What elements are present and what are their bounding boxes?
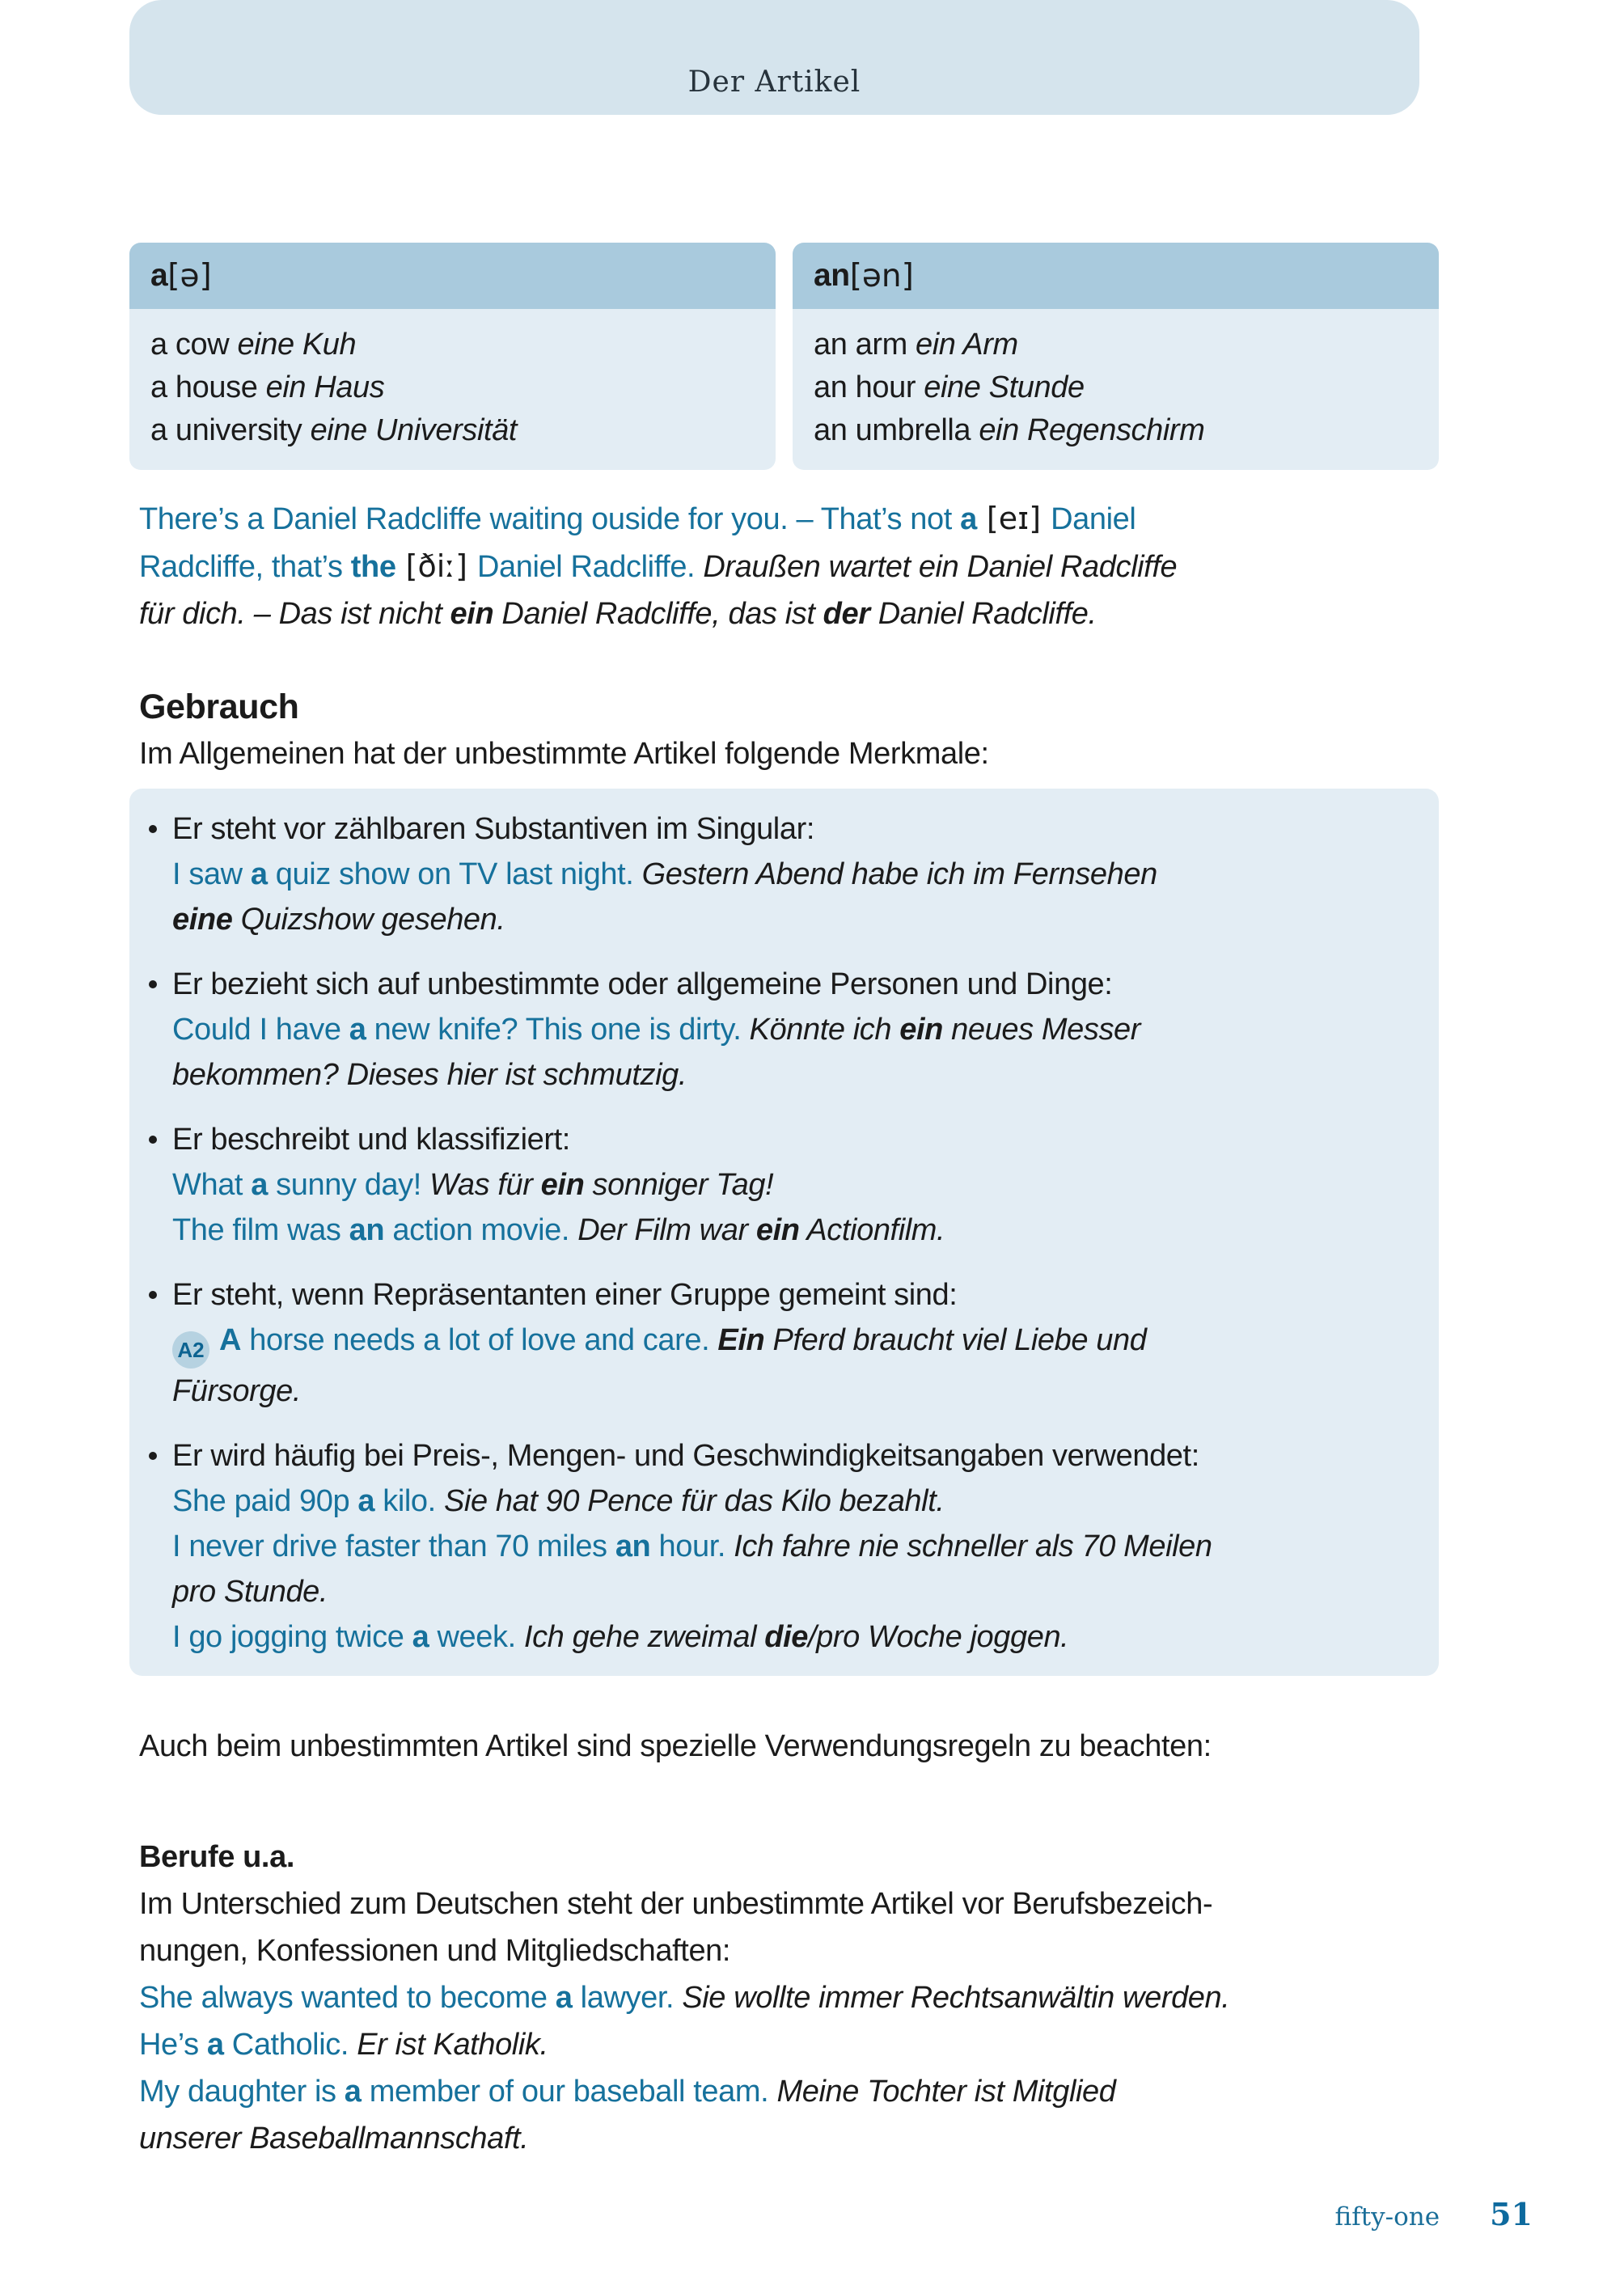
text-segment-en: quiz show on TV last night. (267, 857, 642, 891)
text-segment-deb: ein (755, 1213, 800, 1247)
vocab-row (150, 366, 755, 409)
text-segment-en: I saw (172, 857, 251, 891)
text-segment-en: kilo. (374, 1484, 444, 1518)
text-segment-de: unserer Baseballmannschaft. (139, 2122, 529, 2156)
usage-example-line (172, 897, 1410, 942)
usage-rule-headline: Er steht vor zählbaren Substantiven im Singular: (172, 806, 1410, 852)
usage-example-line (172, 1614, 1410, 1660)
berufe-line (139, 2021, 1229, 2068)
text-segment-de: für dich. – Das ist nicht (139, 597, 450, 631)
text-segment-en: Daniel Radcliffe. (477, 550, 704, 584)
text-segment-en: Daniel (1051, 502, 1136, 536)
text-segment-deb: die (764, 1620, 808, 1654)
text-segment-enb: a (349, 1013, 366, 1047)
usage-example-line (172, 1318, 1410, 1369)
bullet-icon (149, 1291, 157, 1299)
text-segment-en: member of our baseball team. (361, 2075, 777, 2109)
usage-example-line (172, 1208, 1410, 1253)
subsection-heading-berufe: Berufe u.a. (139, 1840, 294, 1874)
usage-rules-box (129, 789, 1439, 1676)
text-segment-en: She always wanted to become (139, 1981, 556, 2015)
text-segment-de: Gestern Abend habe ich im Fernsehen (641, 857, 1157, 891)
text-segment-enb: a (555, 1981, 573, 2015)
text-segment-i: eine Stunde (924, 370, 1085, 404)
text-segment-de: Der Film war (577, 1213, 756, 1247)
text-segment-enb: an (615, 1529, 651, 1563)
transition-paragraph: Auch beim unbestimmten Artikel sind spezielle Verwendungsregeln zu beachten: (139, 1729, 1212, 1763)
text-segment-en: lawyer. (572, 1981, 683, 2015)
text-segment-en: hour. (650, 1529, 734, 1563)
berufe-line (139, 2115, 1229, 2162)
text-segment-de: Er ist Katholik. (357, 2028, 548, 2062)
page-number: 51 (1490, 2196, 1533, 2232)
example-line (139, 495, 1177, 543)
vocab-card-header (793, 243, 1439, 309)
usage-example-line (172, 1052, 1410, 1098)
text-segment-de: Pferd braucht viel Liebe und (764, 1323, 1147, 1357)
text-segment-enb: a (250, 857, 268, 891)
vocab-row (150, 324, 755, 366)
usage-example-line (172, 1569, 1410, 1614)
text-segment-deb: eine (172, 903, 233, 937)
gebrauch-section (139, 683, 989, 777)
text-segment-b: an (814, 258, 850, 293)
text-segment-de: bekommen? Dieses hier ist schmutzig. (172, 1058, 687, 1092)
text-segment-de: /pro Woche joggen. (808, 1620, 1069, 1654)
usage-example-line (172, 1369, 1410, 1414)
text-segment-en: Could I have (172, 1013, 349, 1047)
text-segment-en: She paid 90p (172, 1484, 358, 1518)
text-segment-ipa: [eɪ] (976, 501, 1051, 536)
text-segment-p: a university (150, 413, 311, 447)
text-segment-en: new knife? This one is dirty. (366, 1013, 750, 1047)
text-segment-deb: ein (899, 1013, 943, 1047)
text-segment-de: neues Messer (943, 1013, 1141, 1047)
text-segment-en: action movie. (384, 1213, 578, 1247)
usage-example-line (172, 1479, 1410, 1524)
text-segment-enb: the (350, 550, 396, 584)
text-segment-de: Ich gehe zweimal (523, 1620, 765, 1654)
usage-example-line (172, 1162, 1410, 1208)
text-segment-de: Sie wollte immer Rechtsanwältin werden. (682, 1981, 1230, 2015)
section-intro: Im Allgemeinen hat der unbestimmte Artikel folgende Merkmale: (139, 737, 989, 771)
text-segment-deb: Ein (717, 1323, 765, 1357)
text-segment-de: Draußen wartet ein Daniel Radcliffe (703, 550, 1178, 584)
berufe-line (139, 1927, 1229, 1974)
usage-example-line (172, 852, 1410, 897)
vocab-card-body (129, 309, 776, 470)
text-segment-de: Actionfilm. (799, 1213, 945, 1247)
text-segment-en: What (172, 1168, 252, 1202)
text-segment-enb: a (960, 502, 977, 536)
cefr-level-badge: A2 (172, 1331, 209, 1369)
example-line (139, 543, 1177, 590)
text-segment-en: horse needs a lot of love and care. (241, 1323, 718, 1357)
text-segment-en: I go jogging twice (172, 1620, 412, 1654)
text-segment-de: Daniel Radcliffe. (869, 597, 1097, 631)
text-segment-enb: a (344, 2075, 362, 2109)
text-segment-enb: a (412, 1620, 429, 1654)
text-segment-de: sonniger Tag! (584, 1168, 774, 1202)
text-segment-p: Im Unterschied zum Deutschen steht der unbestimmte Artikel vor Berufsbezeich- (139, 1887, 1213, 1921)
page-footer (1335, 2196, 1533, 2232)
text-segment-de: Fürsorge. (172, 1374, 302, 1408)
text-segment-p: an umbrella (814, 413, 979, 447)
usage-rule-item (172, 962, 1410, 1098)
bullet-icon (149, 825, 157, 833)
text-segment-i: ein Arm (916, 328, 1018, 362)
bullet-icon (149, 980, 157, 988)
text-segment-p: an hour (814, 370, 924, 404)
text-segment-en: week. (429, 1620, 524, 1654)
text-segment-de: Ich fahre nie schneller als 70 Meilen (734, 1529, 1212, 1563)
usage-rule-headline: Er beschreibt und klassifiziert: (172, 1117, 1410, 1162)
text-segment-en: I never drive faster than 70 miles (172, 1529, 615, 1563)
usage-example-line (172, 1007, 1410, 1052)
text-segment-en: Catholic. (223, 2028, 357, 2062)
usage-rule-item (172, 1272, 1410, 1414)
text-segment-deb: ein (540, 1168, 585, 1202)
text-segment-en: He’s (139, 2028, 207, 2062)
berufe-line (139, 1974, 1229, 2021)
text-segment-p: a house (150, 370, 266, 404)
text-segment-enb: a (251, 1168, 268, 1202)
usage-rule-item (172, 806, 1410, 942)
text-segment-i: ein Haus (265, 370, 385, 404)
text-segment-i: eine Kuh (237, 328, 357, 362)
text-segment-p: nungen, Konfessionen und Mitgliedschaften: (139, 1934, 731, 1968)
text-segment-en: The film was (172, 1213, 349, 1247)
text-segment-enb: a (206, 2028, 224, 2062)
text-segment-de: Quizshow gesehen. (232, 903, 505, 937)
page-header-banner (129, 0, 1419, 115)
text-segment-enb: an (349, 1213, 385, 1247)
page-number-word: fifty-one (1334, 2202, 1440, 2232)
text-segment-deb: der (823, 597, 870, 631)
usage-example-line (172, 1524, 1410, 1569)
bullet-icon (149, 1452, 157, 1460)
text-segment-de: Was für (429, 1168, 541, 1202)
usage-rule-item (172, 1117, 1410, 1253)
usage-rule-headline: Er bezieht sich auf unbestimmte oder allgemeine Personen und Dinge: (172, 962, 1410, 1007)
vocab-card-header (129, 243, 776, 309)
text-segment-en: There’s a Daniel Radcliffe waiting ouside for you. – That’s not (139, 502, 961, 536)
text-segment-i: eine Universität (310, 413, 518, 447)
vocab-cards-row (129, 243, 1440, 470)
text-segment-en: My daughter is (139, 2075, 345, 2109)
bullet-icon (149, 1136, 157, 1144)
text-segment-enb: a (357, 1484, 375, 1518)
berufe-body (139, 1881, 1229, 2162)
vocab-card-an (793, 243, 1439, 470)
text-segment-ipa: [ən] (849, 257, 914, 294)
text-segment-de: pro Stunde. (172, 1575, 328, 1609)
text-segment-i: ein Regenschirm (979, 413, 1205, 447)
berufe-line (139, 1881, 1229, 1927)
vocab-row (814, 409, 1418, 452)
text-segment-enb: A (219, 1323, 242, 1357)
page-title: Der Artikel (687, 66, 861, 99)
vocab-card-body (793, 309, 1439, 470)
berufe-line (139, 2068, 1229, 2115)
usage-rule-headline: Er steht, wenn Repräsentanten einer Gruppe gemeint sind: (172, 1272, 1410, 1318)
vocab-row (814, 366, 1418, 409)
text-segment-en: sunny day! (267, 1168, 430, 1202)
vocab-row (150, 409, 755, 452)
berufe-section (139, 1834, 1229, 2162)
text-segment-de: Sie hat 90 Pence für das Kilo bezahlt. (443, 1484, 945, 1518)
section-heading-gebrauch: Gebrauch (139, 687, 299, 726)
text-segment-en: Radcliffe, that’s (139, 550, 351, 584)
intro-example-paragraph (139, 495, 1177, 637)
text-segment-de: Daniel Radcliffe, das ist (493, 597, 823, 631)
vocab-card-a (129, 243, 776, 470)
text-segment-p: an arm (814, 328, 916, 362)
text-segment-deb: ein (450, 597, 494, 631)
usage-rule-headline: Er wird häufig bei Preis-, Mengen- und Geschwindigkeitsangaben verwendet: (172, 1433, 1410, 1479)
text-segment-p: a cow (150, 328, 238, 362)
example-line (139, 590, 1177, 637)
text-segment-de: Meine Tochter ist Mitglied (776, 2075, 1116, 2109)
vocab-row (814, 324, 1418, 366)
text-segment-ipa: [ðiː] (395, 548, 478, 584)
text-segment-b: a (150, 258, 168, 293)
text-segment-de: Könnte ich (749, 1013, 900, 1047)
text-segment-ipa: [ə] (167, 257, 212, 294)
usage-rule-item (172, 1433, 1410, 1660)
